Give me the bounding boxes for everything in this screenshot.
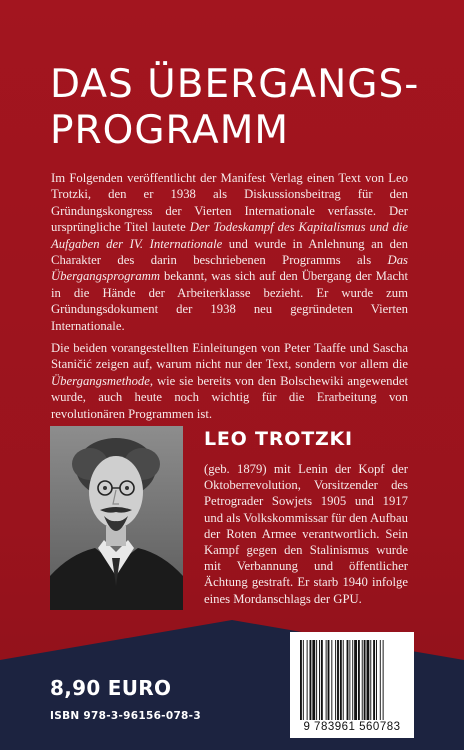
barcode-bar: [362, 640, 363, 720]
blurb-text: , wie sie bereits von den Bolschewiki angewendet wurde, auch heute noch wichtig für die Erarbeitung von revolutionären Programmen ist.: [51, 373, 408, 421]
barcode-bar: [337, 640, 339, 720]
book-title: [50, 62, 450, 154]
blurb-text: Die beiden vorangestellten Einleitungen von Peter Taaffe und Sascha Staničić zeigen auf, warum nicht nur der Text, sondern vor allem die: [51, 341, 408, 372]
method-italic: Übergangsmethode: [51, 373, 150, 388]
barcode-bar: [300, 640, 302, 720]
barcode-bar: [354, 640, 357, 720]
book-title-line-2: PROGRAMM: [50, 108, 290, 153]
barcode-bar: [321, 640, 323, 720]
barcode-bar: [373, 640, 375, 720]
barcode-bar: [383, 640, 384, 720]
barcode-bar: [312, 640, 315, 720]
barcode-digits: 9 783961 560783: [303, 721, 401, 733]
barcode-bar: [364, 640, 366, 720]
author-portrait-photo: [50, 426, 183, 610]
price: 8,90 EURO: [50, 676, 172, 700]
barcode-bar: [358, 640, 360, 720]
barcode-bar: [370, 640, 371, 720]
blurb: [51, 170, 408, 428]
author-bio: (geb. 1879) mit Lenin der Kopf der Oktoberrevolution, Vorsitzender des Petrograder Sowjets 1905 und 1917 und als Volkskommissar für den Aufbau der Roten Armee verantwortlich. Sein Kampf gegen den Stalinismus wurde mit Verbannung und öffentlicher Ächtung gestraft. Er starb 1940 infolge eines Mordanschlags der GPU.: [204, 462, 408, 606]
book-title-italic: Das Übergangsprogramm: [51, 253, 408, 284]
barcode-bar: [340, 640, 342, 720]
blurb-text: bekannt, was sich auf den Übergang der Macht in die Hände der Arbeiterklasse bezieht. Er wurde zum Gründungsdokument der 1938 neu gegründeten Vierten Internationale.: [51, 269, 408, 333]
book-title-line-1: DAS ÜBERGANGS-: [50, 62, 420, 107]
barcode-bar: [349, 640, 350, 720]
blurb-text: und wurde in Anlehnung an den Charakter des darin beschriebenen Programms als: [51, 236, 408, 268]
isbn: ISBN 978-3-96156-078-3: [50, 710, 201, 722]
barcode-bar: [328, 640, 330, 720]
blurb-paragraph-2: [51, 340, 408, 422]
barcode-bar: [380, 640, 381, 720]
portrait-illustration: [50, 426, 183, 610]
original-title-italic: Der Todeskampf des Kapitalismus und die Aufgaben der IV. Internationale: [51, 220, 408, 251]
barcode-bar: [307, 640, 308, 720]
author-name: LEO TROTZKI: [204, 428, 353, 450]
barcode-bar: [376, 640, 377, 720]
blurb-paragraph-1: [51, 170, 408, 334]
barcode-bar: [303, 640, 304, 720]
barcode-bar: [319, 640, 320, 720]
barcode-bar: [343, 640, 344, 720]
barcode-bar: [335, 640, 336, 720]
barcode-bar: [331, 640, 332, 720]
blurb-text: Im Folgenden veröffentlicht der Manifest Verlag einen Text von Leo Trotzki, den er 1938 als Diskussionsbeitrag für den Gründungskongress der Vierten Internationale verfasste. Der ursprüngliche Titel lautete: [51, 171, 408, 235]
barcode-bar: [347, 640, 349, 720]
barcode-bar: [352, 640, 353, 720]
barcode-bar: [310, 640, 312, 720]
barcode-bar: [326, 640, 327, 720]
barcode-bar: [316, 640, 317, 720]
barcode-bar: [367, 640, 370, 720]
